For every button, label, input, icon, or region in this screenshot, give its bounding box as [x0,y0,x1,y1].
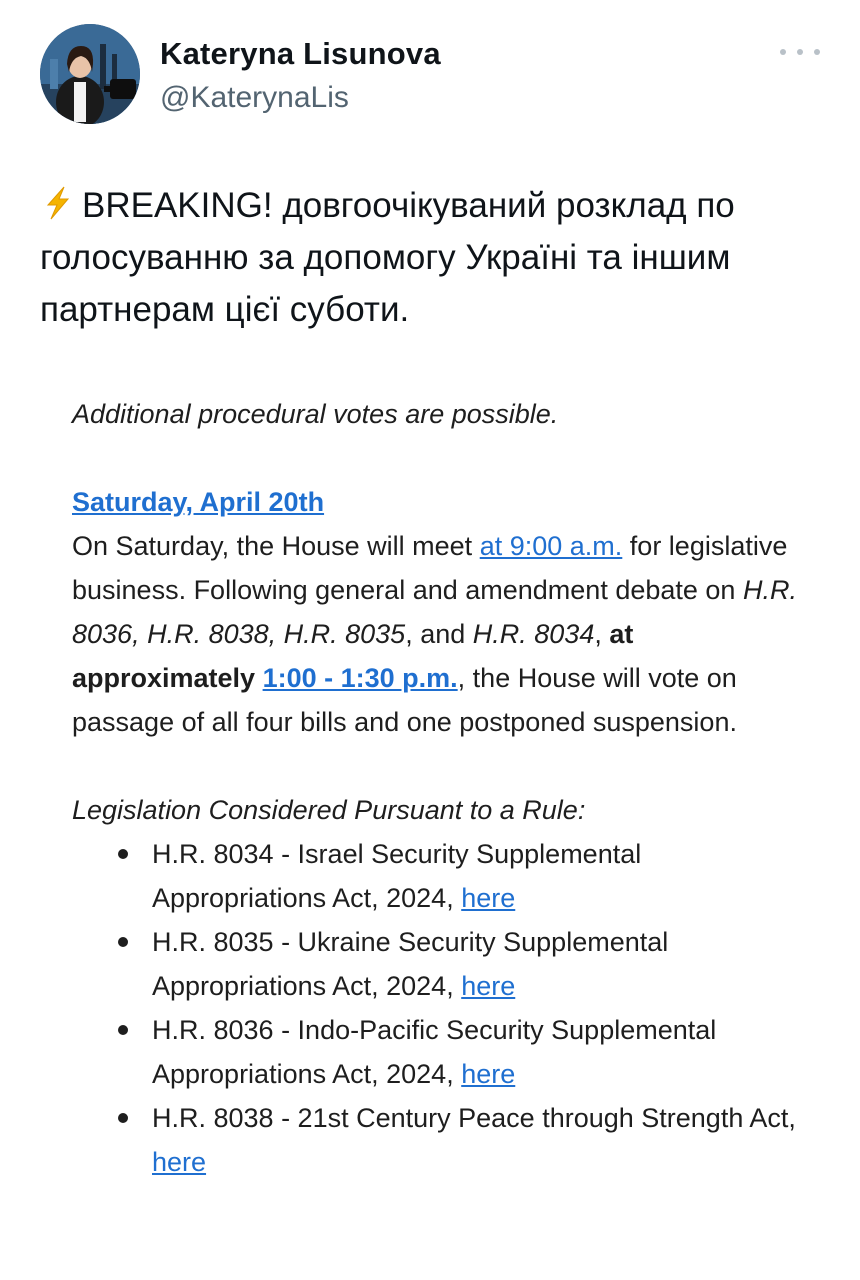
tweet-text: BREAKING! довгоочікуваний розклад по голосуванню за допомогу Україні та іншим партнерам цієї суботи. [40,186,735,329]
meet-time-link[interactable]: at 9:00 a.m. [479,531,623,561]
bill-title: H.R. 8035 - Ukraine Security Supplemental Appropriations Act, 2024, [152,927,669,1001]
paragraph-text: , [594,619,610,649]
bill-title: H.R. 8038 - 21st Century Peace through Strength Act, [152,1103,796,1133]
list-item [152,832,812,920]
bill-title: H.R. 8036 - Indo-Pacific Security Supplemental Appropriations Act, 2024, [152,1015,717,1089]
lightning-icon [40,185,76,221]
schedule-paragraph [72,524,812,744]
dot [780,49,786,55]
avatar[interactable] [40,24,140,124]
author-names [160,34,441,118]
vote-time-link[interactable]: 1:00 - 1:30 p.m. [262,663,458,693]
approx-text: at approximately [72,619,634,693]
tweet-body [40,180,820,336]
bill-title: H.R. 8034 - Israel Security Supplemental Appropriations Act, 2024, [152,839,642,913]
bill-list: H.R. 8034 [472,619,595,649]
paragraph-text: On Saturday, the House will meet [72,531,480,561]
paragraph-text: , and [405,619,473,649]
more-options-icon[interactable] [780,40,820,64]
author-handle[interactable]: @KaterynaLis [160,81,349,114]
list-item [152,1008,812,1096]
paragraph-text: for legislative business. Following general and amendment debate on [72,531,788,605]
dot [814,49,820,55]
here-link[interactable]: here [461,971,516,1001]
date-heading-link[interactable]: Saturday, April 20th [72,487,325,517]
avatar-image [40,24,140,124]
paragraph-text [255,663,263,693]
paragraph-text: , the House will vote on passage of all four bills and one postponed suspension. [72,663,737,737]
here-link[interactable]: here [461,1059,516,1089]
author-display-name[interactable]: Kateryna Lisunova [160,36,441,71]
attached-document-image[interactable] [72,392,812,1184]
legislation-heading: Legislation Considered Pursuant to a Rule: [72,795,586,825]
list-item [152,920,812,1008]
list-item [152,1096,812,1184]
dot [797,49,803,55]
legislation-list [72,832,812,1184]
bill-list: H.R. 8036, H.R. 8038, H.R. 8035 [72,575,797,649]
tweet-header [40,24,820,128]
here-link[interactable]: here [152,1147,207,1177]
intro-note: Additional procedural votes are possible. [72,399,559,429]
here-link[interactable]: here [461,883,516,913]
